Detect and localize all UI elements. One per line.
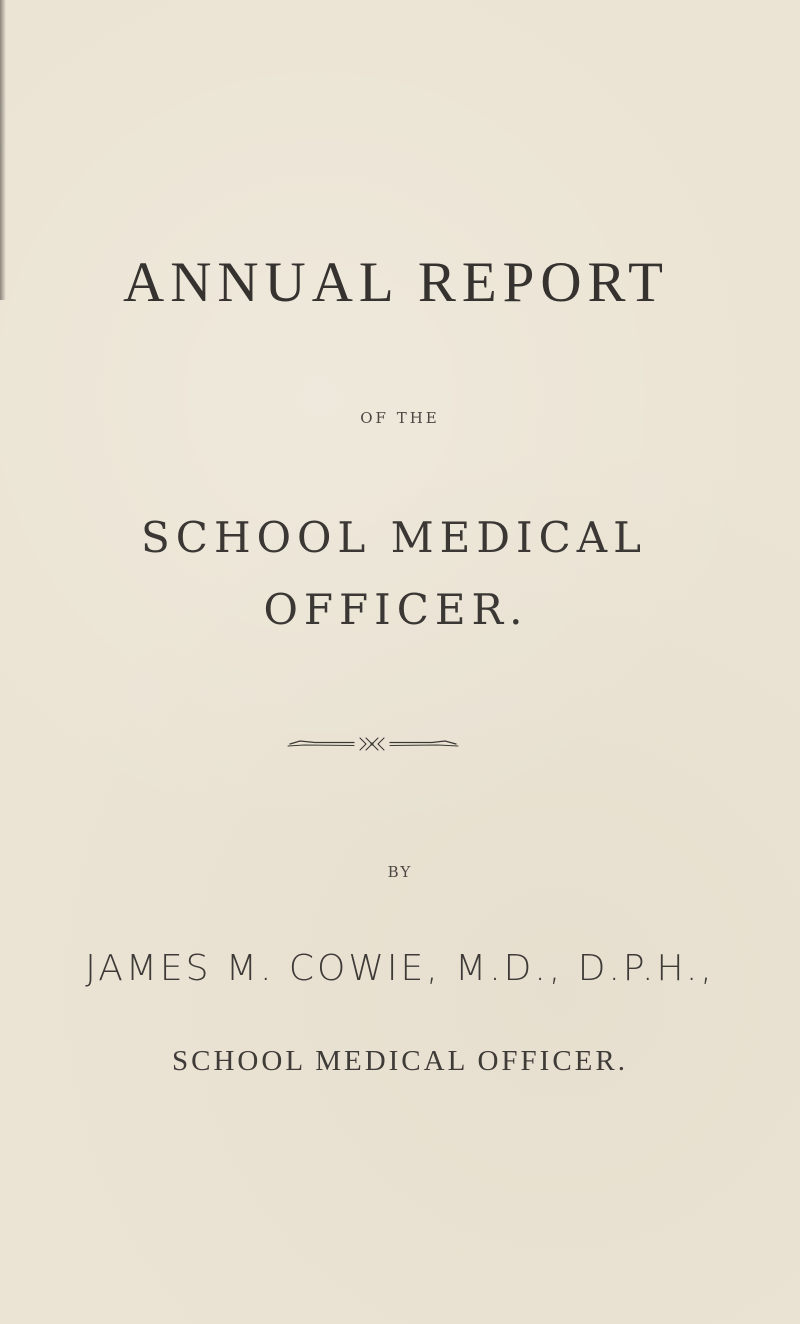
subtitle-line-2: OFFICER. [263, 585, 529, 634]
of-the-label: OF THE [360, 409, 440, 427]
by-label: BY [387, 863, 413, 881]
report-title: ANNUAL REPORT [123, 251, 669, 314]
decorative-rule-ornament [282, 734, 462, 754]
author-name: JAMES M. COWIE, M.D., D.P.H., [85, 948, 715, 989]
subtitle-line-1: SCHOOL MEDICAL [141, 513, 647, 562]
author-role: SCHOOL MEDICAL OFFICER. [172, 1045, 628, 1077]
